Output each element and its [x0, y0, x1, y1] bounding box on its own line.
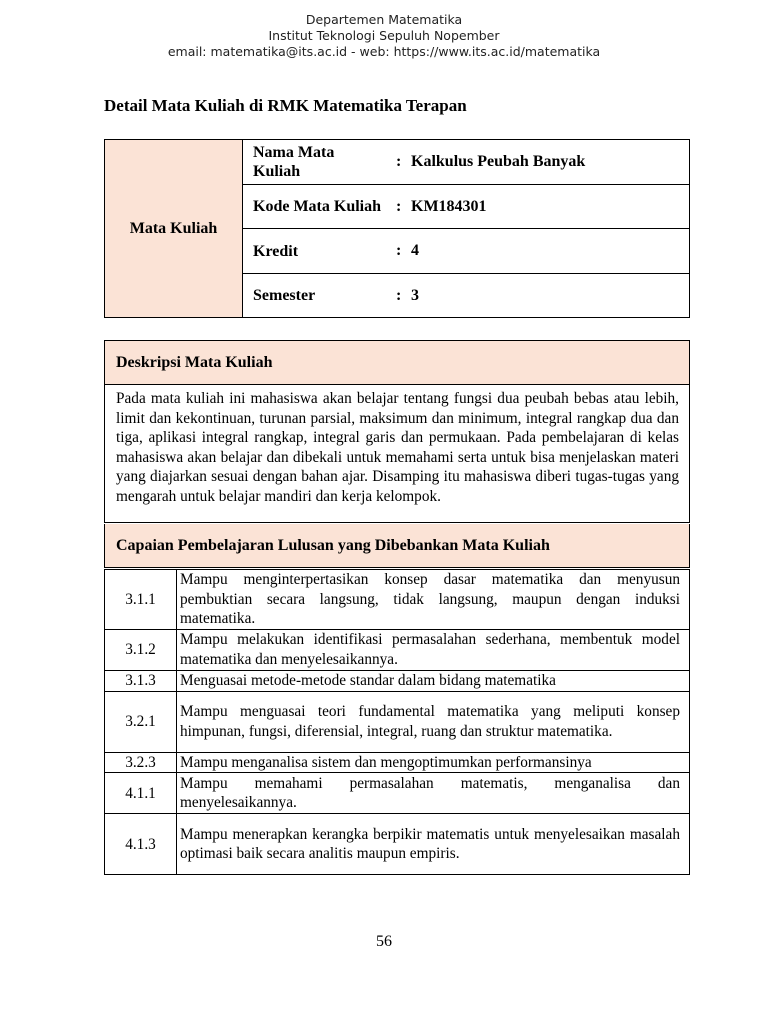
outcome-code: 3.1.2 — [105, 629, 177, 670]
course-group-label: Mata Kuliah — [105, 140, 243, 317]
outcome-code: 3.1.3 — [105, 670, 177, 691]
outcome-code: 4.1.3 — [105, 814, 177, 875]
info-colon: : — [396, 153, 402, 170]
outcome-text: Mampu menganalisa sistem dan mengoptimumkan performansinya — [177, 752, 690, 773]
outcome-text: Mampu menguasai teori fundamental matematika yang meliputi konsep himpunan, fungsi, diferensial, integral, ruang dan struktur matematika. — [177, 691, 690, 752]
outcome-text: Menguasai metode-metode standar dalam bidang matematika — [177, 670, 690, 691]
info-value: KM184301 — [411, 197, 487, 215]
page-header — [0, 12, 768, 60]
info-colon: : — [396, 242, 402, 259]
table-row — [105, 629, 690, 670]
table-row — [105, 814, 690, 875]
table-row — [105, 670, 690, 691]
outcome-text: Mampu menerapkan kerangka berpikir matematis untuk menyelesaikan masalah optimasi baik secara analitis maupun empiris. — [177, 814, 690, 875]
section-title: Detail Mata Kuliah di RMK Matematika Terapan — [104, 96, 467, 115]
info-value: 4 — [411, 242, 419, 259]
description-heading: Deskripsi Mata Kuliah — [105, 341, 689, 385]
description-block — [104, 340, 690, 523]
info-label: Semester — [253, 287, 316, 304]
info-colon: : — [396, 197, 402, 215]
info-value: Kalkulus Peubah Banyak — [411, 153, 586, 170]
outcome-code: 3.1.1 — [105, 570, 177, 630]
learning-outcomes-table — [104, 569, 690, 875]
info-label: Kode Mata Kuliah — [253, 198, 382, 215]
outcome-code: 4.1.1 — [105, 773, 177, 814]
info-label: Nama Mata Kuliah — [253, 144, 335, 180]
outcome-code: 3.2.3 — [105, 752, 177, 773]
table-row — [105, 752, 690, 773]
department-name: Departemen Matematika — [305, 12, 463, 27]
description-text: Pada mata kuliah ini mahasiswa akan belajar tentang fungsi dua peubah bebas atau lebih, limit dan kekontinuan, turunan parsial, maksimum dan minimum, integral rangkap dua dan tiga, aplikasi integral rangkap, integral garis dan permukaan. Pada pembelajaran di kelas mahasiswa akan belajar dan dibekali untuk memahami serta untuk bisa menjelaskan materi yang diajarkan sesuai dengan bahan ajar. Disamping itu mahasiswa diberi tugas-tugas yang mengarah untuk belajar mandiri dan kerja kelompok. — [116, 390, 679, 505]
info-label: Kredit — [253, 242, 299, 260]
info-row-name — [243, 140, 689, 185]
outcome-text: Mampu memahami permasalahan matematis, menganalisa dan menyelesaikannya. — [177, 773, 690, 814]
table-row — [105, 570, 690, 630]
outcome-code: 3.2.1 — [105, 691, 177, 752]
institute-name: Institut Teknologi Sepuluh Nopember — [268, 28, 500, 43]
info-row-code — [243, 185, 689, 229]
course-info-table — [104, 139, 690, 318]
table-row — [105, 691, 690, 752]
learning-outcomes-heading: Capaian Pembelajaran Lulusan yang Dibebankan Mata Kuliah — [104, 524, 690, 568]
info-row-semester — [243, 274, 689, 317]
outcome-text: Mampu melakukan identifikasi permasalahan sederhana, membentuk model matematika dan menyelesaikannya. — [177, 629, 690, 670]
page-number: 56 — [376, 933, 392, 950]
info-colon: : — [396, 286, 402, 304]
contact-line: email: matematika@its.ac.id - web: https://www.its.ac.id/matematika — [167, 44, 601, 59]
info-row-credit — [243, 229, 689, 274]
outcome-text: Mampu menginterpertasikan konsep dasar matematika dan menyusun pembuktian secara langsung, tidak langsung, maupun dengan induksi matematika. — [177, 570, 690, 630]
info-value: 3 — [411, 286, 419, 304]
table-row — [105, 773, 690, 814]
